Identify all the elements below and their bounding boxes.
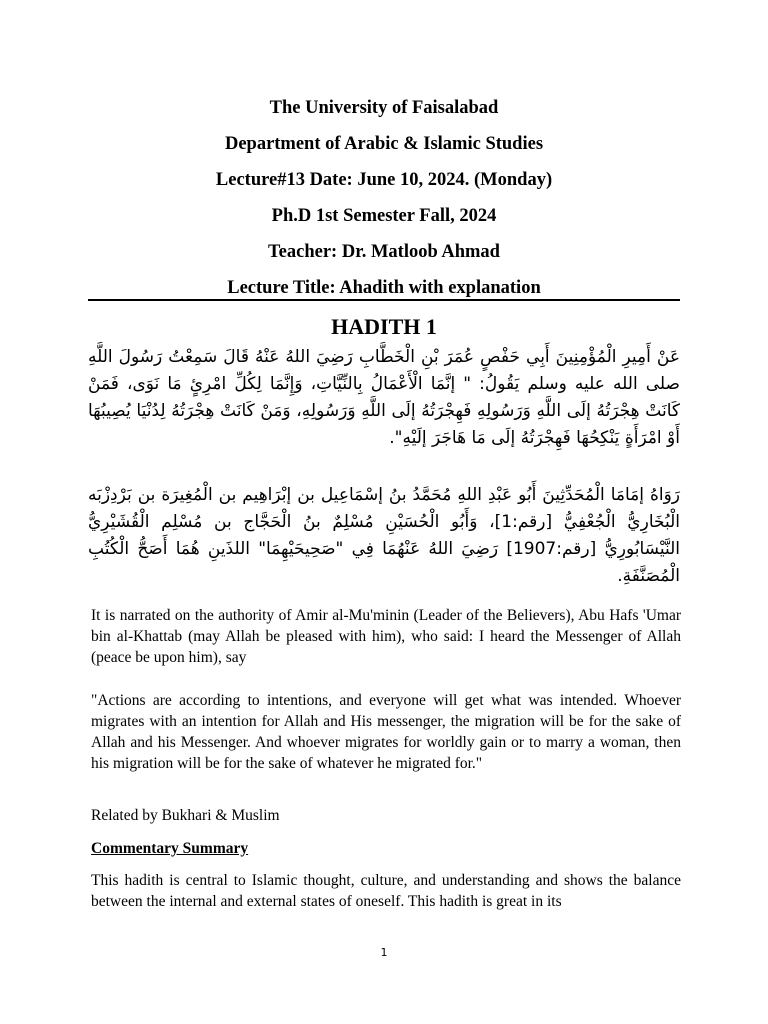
- semester: Ph.D 1st Semester Fall, 2024: [271, 206, 497, 226]
- translation-intro: It is narrated on the authority of Amir al-Mu'minin (Leader of the Believers), Abu Hafs 'Umar bin al-Khattab (may Allah be pleased with him), who said: I heard the Messenger of Allah (peace be upon him), say: [91, 607, 681, 666]
- related-by: Related by Bukhari & Muslim: [91, 807, 280, 824]
- commentary-text: This hadith is central to Islamic thought, culture, and understanding and shows the balance between the internal and external states of oneself. This hadith is great in its: [91, 872, 681, 910]
- lecture-date: Lecture#13 Date: June 10, 2024. (Monday): [215, 170, 553, 190]
- university-name: The University of Faisalabad: [269, 98, 499, 118]
- lecture-title: Lecture Title: Ahadith with explanation: [227, 278, 541, 298]
- page-number: 1: [380, 946, 388, 959]
- document-header: [88, 90, 680, 306]
- department-name: Department of Arabic & Islamic Studies: [224, 134, 544, 154]
- teacher-name: Teacher: Dr. Matloob Ahmad: [268, 242, 500, 262]
- commentary-heading: Commentary Summary: [91, 840, 249, 857]
- hadith-title: HADITH 1: [331, 314, 437, 339]
- hadith-arabic-source: رَوَاهُ إمَامَا الْمُحَدِّثِينَ أَبُو عَبْدِ اللهِ مُحَمَّدُ بنُ إسْمَاعِيل بن إبْرَاهِيم بن الْمُغِيرَة بن بَرْدِزْبَه الْبُخَارِيُّ الْجُعْفِيُّ [رقم:1]، وَأَبُو الْحُسَيْنِ مُسْلِمٌ بنُ الْحَجَّاج بن مُسْلِم الْقُشَيْرِيُّ النَّيْسَابُورِيُّ [رقم:1907] رَضِيَ اللهُ عَنْهُمَا فِي "صَحِيحَيْهِمَا" اللذَينِ هُمَا أَصَحُّ الْكُتُبِ الْمُصَنَّفَةِ.: [88, 485, 681, 586]
- header-divider: [88, 299, 680, 301]
- hadith-arabic-text: عَنْ أَمِيرِ الْمُؤْمِنِينَ أَبِي حَفْصٍ عُمَرَ بْنِ الْخَطَّابِ رَضِيَ اللهُ عَنْهُ قَالَ سَمِعْتُ رَسُولَ اللَّهِ صلى الله عليه وسلم يَقُولُ: " إنَّمَا الْأَعْمَالُ بِالنِّيَّاتِ، وَإِنَّمَا لِكُلِّ امْرِئٍ مَا نَوَى، فَمَنْ كَانَتْ هِجْرَتُهُ إلَى اللَّهِ وَرَسُولِهِ فَهِجْرَتُهُ إلَى اللَّهِ وَرَسُولِهِ، وَمَنْ كَانَتْ هِجْرَتُهُ لِدُنْيَا يُصِيبُهَا أَوْ امْرَأَةٍ يَنْكِحُهَا فَهِجْرَتُهُ إلَى مَا هَاجَرَ إلَيْهِ".: [88, 347, 680, 448]
- translation-quote: "Actions are according to intentions, and everyone will get what was intended. Whoever migrates with an intention for Allah and His messenger, the migration will be for the sake of Allah and his Messenger. And whoever migrates for worldly gain or to marry a woman, then his migration will be for the sake of whatever he migrated for.": [91, 692, 681, 772]
